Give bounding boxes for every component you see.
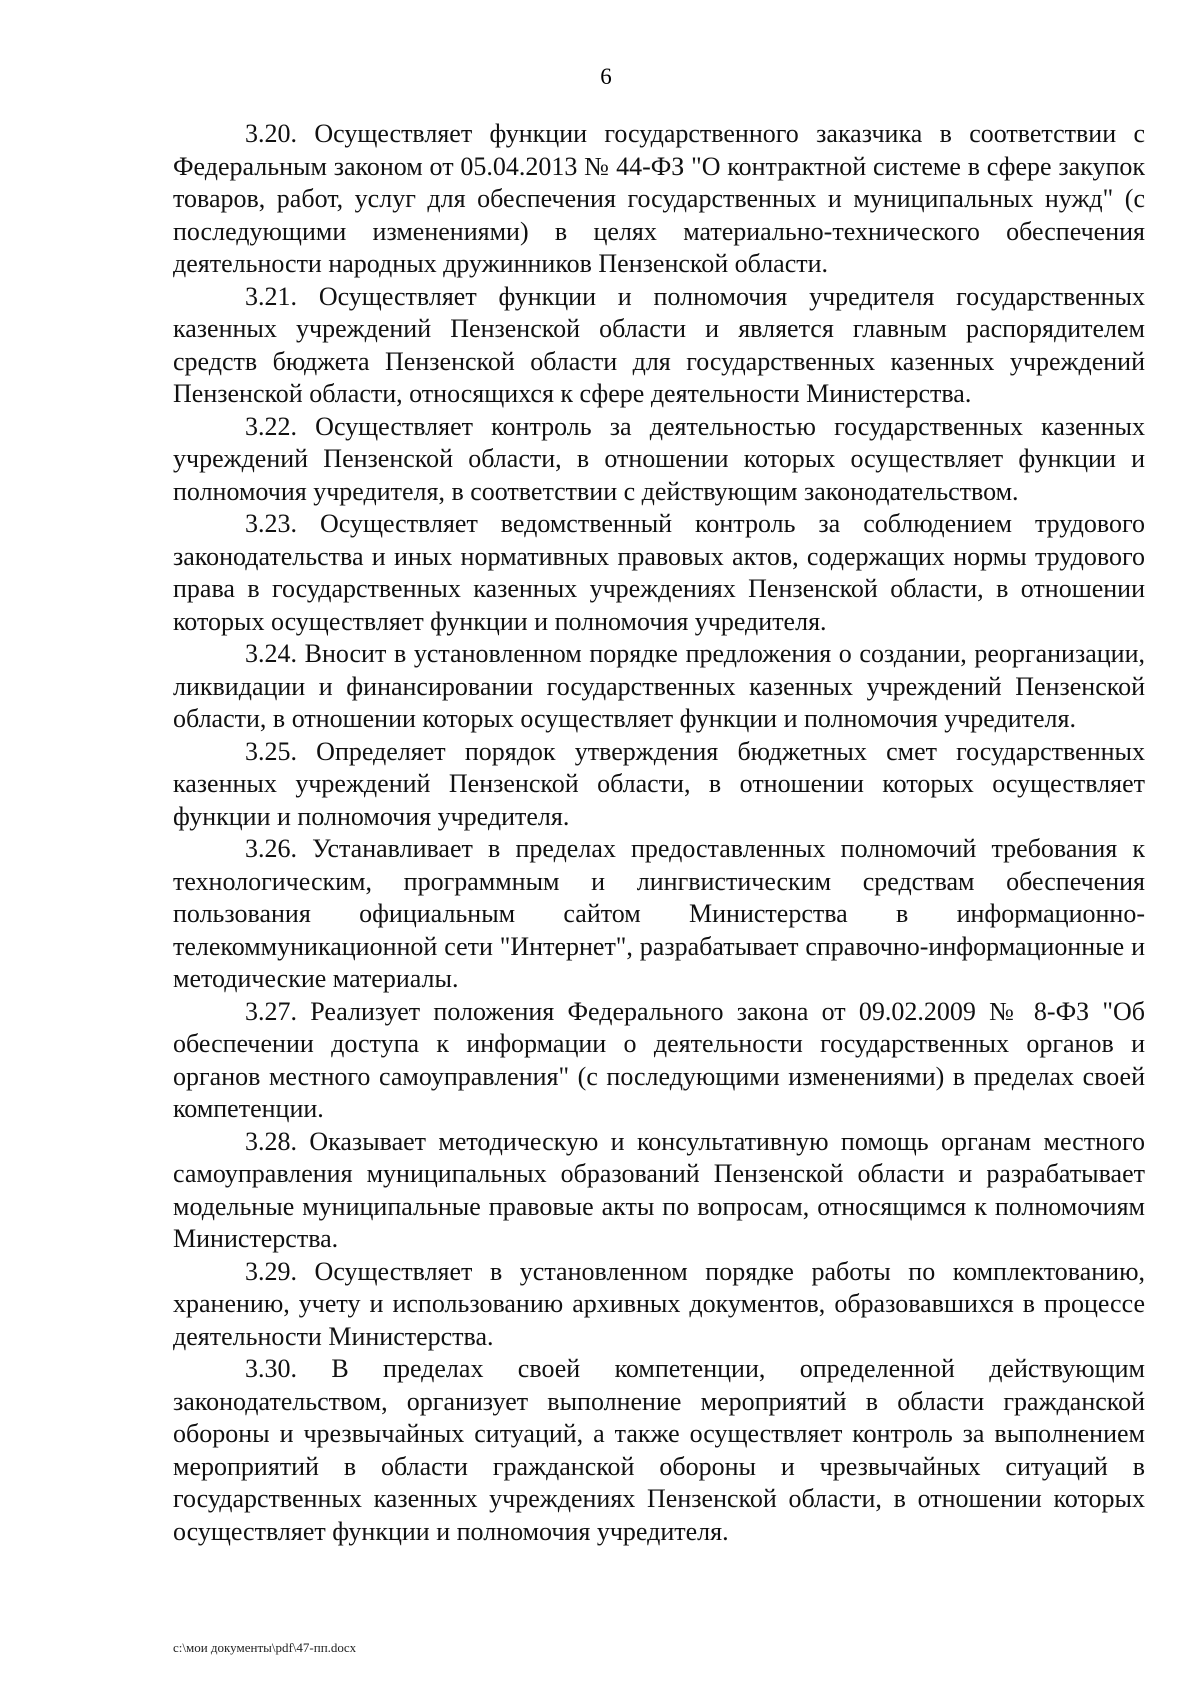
- document-body: [173, 118, 1145, 1548]
- footer-file-path: c:\мои документы\pdf\47-пп.docx: [173, 1640, 357, 1655]
- paragraph-3-25: 3.25. Определяет порядок утверждения бюджетных смет государственных казенных учреждений Пензенской области, в отношении которых осуществляет функции и полномочия учредителя.: [173, 736, 1145, 831]
- paragraph-3-22: 3.22. Осуществляет контроль за деятельностью государственных казенных учреждений Пензенской области, в отношении которых осуществляет функции и полномочия учредителя, в соответствии с действующим законодательством.: [173, 411, 1145, 506]
- paragraph-3-28: 3.28. Оказывает методическую и консультативную помощь органам местного самоуправления муниципальных образований Пензенской области и разрабатывает модельные муниципальные правовые акты по вопросам, относящимся к полномочиям Министерства.: [173, 1126, 1145, 1253]
- paragraph-3-20: 3.20. Осуществляет функции государственного заказчика в соответствии с Федеральным законом от 05.04.2013 № 44-ФЗ "О контрактной системе в сфере закупок товаров, работ, услуг для обеспечения государственных и муниципальных нужд" (с последующими изменениями) в целях материально-технического обеспечения деятельности народных дружинников Пензенской области.: [173, 119, 1145, 278]
- page-number: 6: [600, 64, 612, 89]
- paragraph-3-24: 3.24. Вносит в установленном порядке предложения о создании, реорганизации, ликвидации и финансировании государственных казенных учреждений Пензенской области, в отношении которых осуществляет функции и полномочия учредителя.: [173, 639, 1145, 733]
- paragraph-3-23: 3.23. Осуществляет ведомственный контроль за соблюдением трудового законодательства и иных нормативных правовых актов, содержащих нормы трудового права в государственных казенных учреждениях Пензенской области, в отношении которых осуществляет функции и полномочия учредителя.: [173, 509, 1145, 636]
- paragraph-3-26: 3.26. Устанавливает в пределах предоставленных полномочий требования к технологическим, программным и лингвистическим средствам обеспечения пользования официальным сайтом Министерства в информационно-телекоммуникационной сети "Интернет", разрабатывает справочно-информационные и методические материалы.: [173, 834, 1145, 993]
- paragraph-3-29: 3.29. Осуществляет в установленном порядке работы по комплектованию, хранению, учету и использованию архивных документов, образовавшихся в процессе деятельности Министерства.: [173, 1256, 1145, 1351]
- paragraph-3-30: 3.30. В пределах своей компетенции, определенной действующим законодательством, организует выполнение мероприятий в области гражданской обороны и чрезвычайных ситуаций, а также осуществляет контроль за выполнением мероприятий в области гражданской обороны и чрезвычайных ситуаций в государственных казенных учреждениях Пензенской области, в отношении которых осуществляет функции и полномочия учредителя.: [173, 1354, 1145, 1546]
- paragraph-3-21: 3.21. Осуществляет функции и полномочия учредителя государственных казенных учреждений Пензенской области и является главным распорядителем средств бюджета Пензенской области для государственных казенных учреждений Пензенской области, относящихся к сфере деятельности Министерства.: [173, 281, 1145, 408]
- paragraph-3-27: 3.27. Реализует положения Федерального закона от 09.02.2009 № 8-ФЗ "Об обеспечении доступа к информации о деятельности государственных органов и органов местного самоуправления" (с последующими изменениями) в пределах своей компетенции.: [173, 996, 1145, 1123]
